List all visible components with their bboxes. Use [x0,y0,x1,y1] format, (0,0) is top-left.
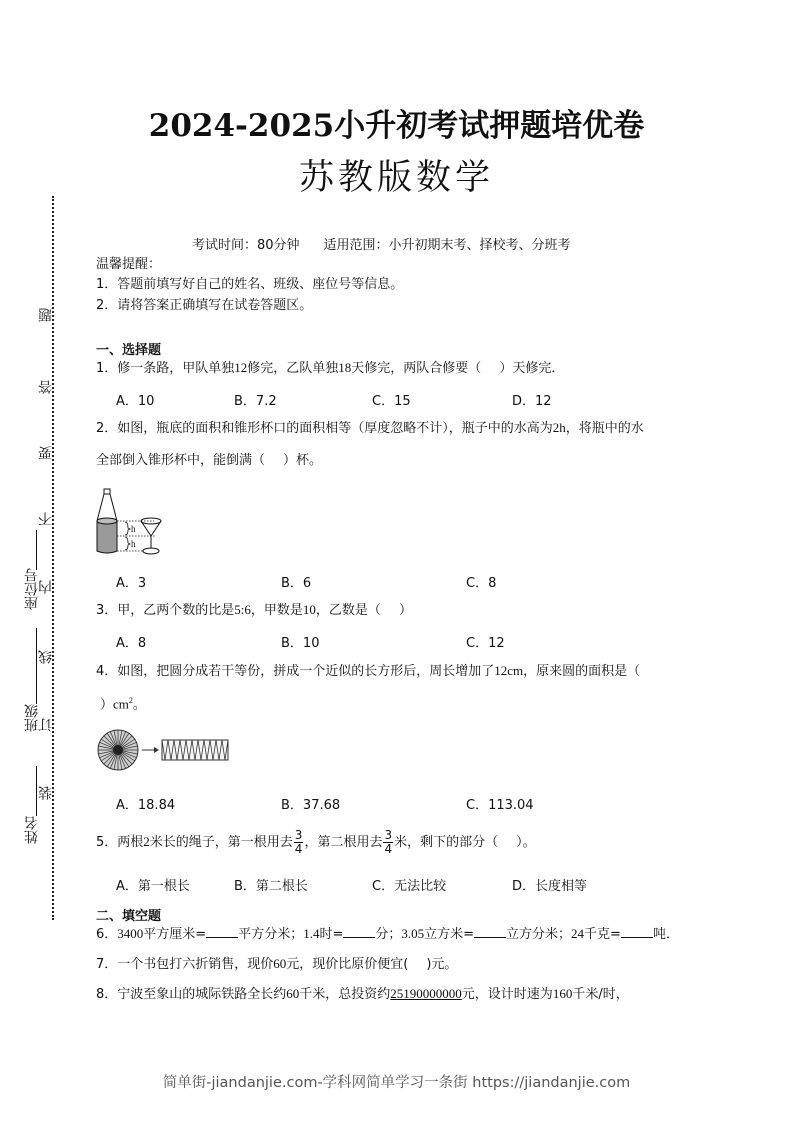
q1-option-c[interactable]: C．15 [372,394,411,409]
exam-time: 考试时间：80分钟 [192,238,300,253]
strip-char-ding: 订 [38,718,54,732]
question-2-line-1: 2．如图，瓶底的面积和锥形杯口的面积相等（厚度忽略不计），瓶子中的水高为2h，将瓶中的水 [96,420,644,436]
q5-option-d[interactable]: D．长度相等 [512,879,588,894]
strip-char-bu: 不 [38,512,54,526]
strip-char-zhuang: 装 [38,786,54,800]
answer-blank-4[interactable] [621,925,653,938]
investment-amount: 25190000000 [390,986,462,1001]
answer-blank-3[interactable] [474,925,506,938]
bottle-cone-cup-figure [94,487,166,559]
exam-scope: 适用范围：小升初期末考、择校考、分班考 [323,238,571,253]
svg-text:h: h [131,524,136,534]
question-4-line-2: ）$cm^2$。 [100,696,146,713]
q5-option-a[interactable]: A．第一根长 [116,879,190,894]
strip-char-xian: 线 [38,650,54,664]
q1-option-b[interactable]: B．7.2 [234,394,277,409]
q1-option-d[interactable]: D．12 [512,394,552,409]
strip-char-ti: 题 [38,308,54,322]
section-title-fill: 二、填空题 [96,909,162,924]
section-title-choice: 一、选择题 [96,343,162,358]
class-label: 班级 [24,704,40,732]
question-1: 1．修一条路，甲队单独12修完，乙队单独18天修完，两队合修要（ ）天修完． [96,360,565,376]
q4-option-b[interactable]: B．37.68 [281,798,341,813]
fraction-three-quarters: $\frac{3}{4}$ [294,828,303,856]
q4-option-a[interactable]: A．18.84 [116,798,176,813]
class-line[interactable] [36,628,37,704]
name-label: 姓名 [24,816,40,844]
question-8: 8．宁波至象山的城际铁路全长约60千米，总投资约25190000000元，设计时速为160千米/时， [96,986,629,1002]
q5-option-b[interactable]: B．第二根长 [234,879,308,894]
question-3: 3．甲，乙两个数的比是5:6，甲数是10，乙数是（ ） [96,602,412,618]
svg-text:h: h [131,539,136,549]
answer-blank-1[interactable] [206,925,238,938]
seat-number-line[interactable] [36,530,37,570]
footer-watermark: 简单街-jiandanjie.com-学科网简单学习一条街 https://jiandanjie.com [162,1075,631,1091]
notice-heading: 温馨提醒： [96,257,162,272]
q2-option-a[interactable]: A．3 [116,576,147,591]
q3-option-a[interactable]: A．8 [116,636,147,651]
name-line[interactable] [36,766,37,816]
notice-item-1: 1．答题前填写好自己的姓名、班级、座位号等信息。 [96,277,404,292]
exam-title: 2024-2025小升初考试押题培优卷 [148,108,645,144]
q1-option-a[interactable]: A．10 [116,394,155,409]
q5-option-c[interactable]: C．无法比较 [372,879,447,894]
seat-number-label: 座位号 [24,568,40,610]
arrow-right-icon [142,747,159,753]
answer-blank-2[interactable] [343,925,375,938]
strip-char-yao: 要 [38,446,54,460]
question-7: 7．一个书包打六折销售，现价60元，现价比原价便宜( )元。 [96,956,458,972]
strip-char-da: 答 [38,380,54,394]
question-6: 6．3400平方厘米= 平方分米；1.4时= 分；3.05立方米= 立方分米；24千克= 吨． [96,926,679,942]
approx-rectangle-icon [162,740,228,760]
dimension-lines [117,521,156,551]
exam-meta [192,234,571,253]
q3-option-c[interactable]: C．12 [466,636,505,651]
divided-circle-icon [98,730,138,770]
question-4-line-1: 4．如图，把圆分成若干等份，拼成一个近似的长方形后，周长增加了12cm，原来圆的面积是（ [96,663,641,679]
binding-dotted-line [52,196,54,920]
fraction-three-quarters-meter: $\frac{3}{4}$ [384,828,393,856]
q2-option-b[interactable]: B．6 [281,576,312,591]
exam-subtitle: 苏教版数学 [298,158,494,198]
question-5: 5．两根2米长的绳子，第一根用去 $\frac{3}{4}$ ，第二根用去 $\frac{3}{4}$ 米，剩下的部分（ ）。 [96,828,536,856]
notice-item-2: 2．请将答案正确填写在试卷答题区。 [96,298,313,313]
q4-option-c[interactable]: C．113.04 [466,798,534,813]
circle-to-rectangle-figure [96,728,232,776]
strip-char-nei: 内 [38,580,54,594]
q3-option-b[interactable]: B．10 [281,636,320,651]
bottle-icon [97,489,117,553]
question-2-line-2: 全部倒入锥形杯中，能倒满（ ）杯。 [96,453,323,468]
q2-option-c[interactable]: C．8 [466,576,497,591]
